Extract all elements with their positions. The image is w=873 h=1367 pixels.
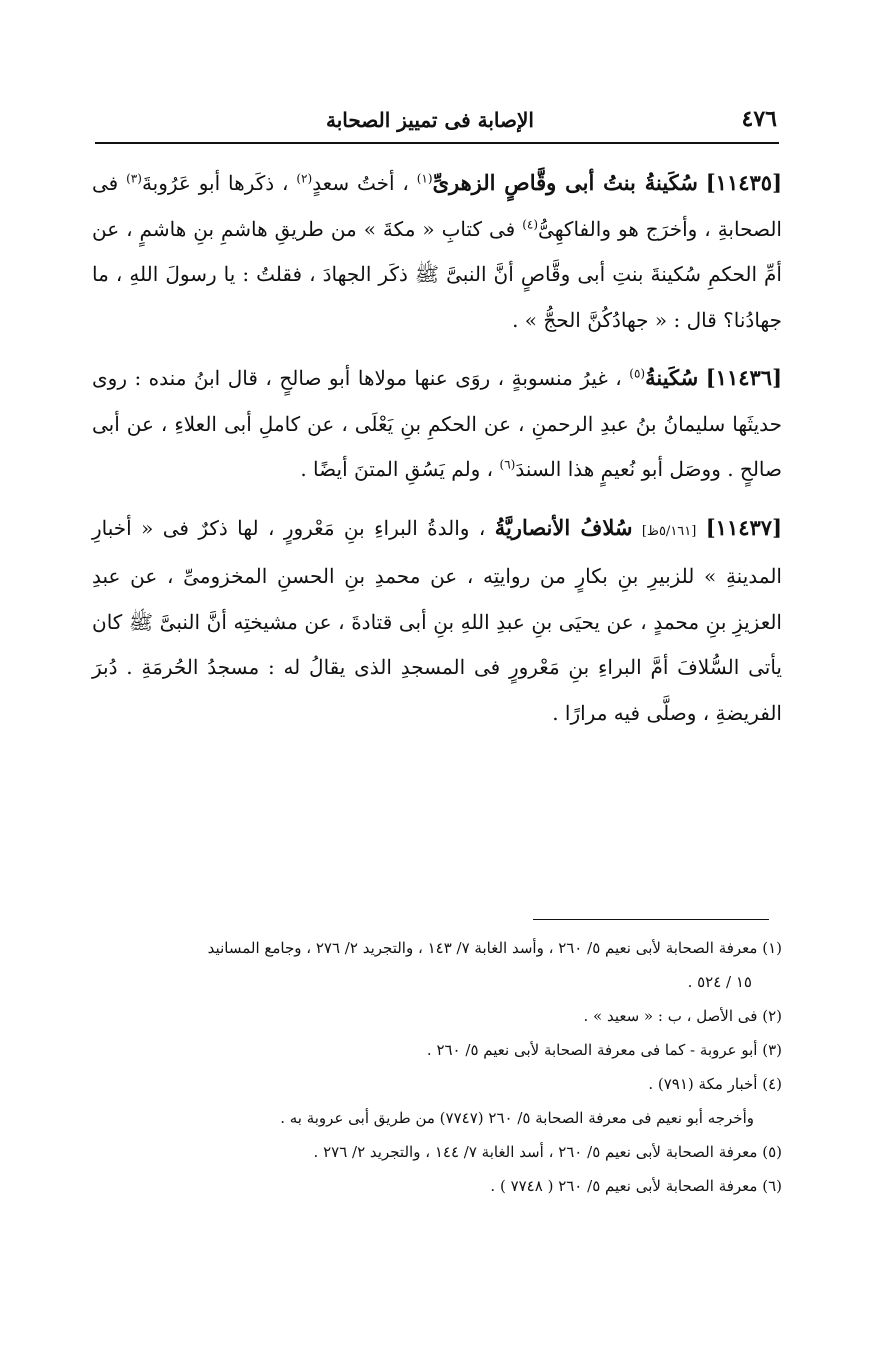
footnote-ref: (٥)	[629, 366, 646, 381]
entry-text: فى الصحابةِ ، وأخرَج هو والفاكهِىُّ	[92, 171, 782, 241]
footnote-ref: (١)	[416, 171, 433, 186]
footnote-rule	[533, 919, 769, 920]
entry-number: [١١٤٣٥]	[705, 170, 783, 195]
footnote: (٥) معرفة الصحابة لأبى نعيم ٥/ ٢٦٠ ، أسد الغابة ٧/ ١٤٤ ، والتجريد ٢/ ٢٧٦ .	[313, 1143, 782, 1161]
entry-name: سُكَينةُ بنتُ أبى وقَّاصٍ الزهرىِّ	[432, 170, 698, 195]
entry-text: ، والدةُ البراءِ بنِ مَعْرورٍ ، لها ذكرٌ فى « أخبارِ المدينةِ » للزبيرِ بنِ بكارٍ من روايتِه ، عن محمدِ بنِ الحسنِ المخزومىِّ ، عن عبدِ العزيزِ بنِ محمدٍ ، عن يحيَى بنِ عبدِ اللهِ بنِ أبى قتادةَ ، عن مشيختِه أنَّ النبىَّ ﷺ كان يأتى السُّلافَ أمَّ البراءِ بنِ مَعْرورٍ فى المسجدِ الذى يقالُ له : مسجدُ الحُرمَةِ . دُبرَ الفريضةِ ، وصلَّى فيه مرارًا .	[92, 515, 782, 725]
entry-11435	[92, 160, 782, 343]
entry-11436	[92, 355, 782, 493]
main-text	[92, 160, 782, 748]
entry-name: سُكَينةُ	[645, 365, 699, 390]
entry-text: ، أختُ سعدٍ	[312, 171, 409, 195]
folio-marker: [٥/١٦١ظ]	[641, 523, 697, 539]
footnote: (٦) معرفة الصحابة لأبى نعيم ٥/ ٢٦٠ ( ٧٧٤٨ ) .	[490, 1177, 782, 1195]
entry-number: [١١٤٣٦]	[705, 365, 783, 390]
footnotes	[90, 931, 782, 1203]
footnote-ref: (٤)	[522, 216, 539, 231]
footnote: (١) معرفة الصحابة لأبى نعيم ٥/ ٢٦٠ ، وأسد الغابة ٧/ ١٤٣ ، والتجريد ٢/ ٢٧٦ ، وجامع المسانيد	[207, 939, 782, 957]
footnote: (٤) أخبار مكة (٧٩١) .	[648, 1075, 782, 1093]
entry-text: ، ولم يَسُقِ المتنَ أيضًا .	[300, 457, 494, 481]
page-header	[96, 98, 777, 132]
entry-text: ، غيرُ منسوبةٍ ، روَى عنها مولاها أبو صالحٍ ، قال ابنُ منده : روى حديثَها سليمانُ بنُ عبدِ الرحمنِ ، عن الحكمِ بنِ يَعْلَى ، عن كاملِ أبى العلاءِ ، عن أبى صالحٍ . ووصَل أبو نُعيمٍ هذا السندَ	[92, 366, 782, 481]
entry-text: ، ذكَرها أبو عَرُوبةَ	[141, 171, 289, 195]
entry-name: سُلافُ الأنصاريَّةُ	[494, 514, 633, 540]
running-title: الإصابة فى تمييز الصحابة	[326, 108, 534, 132]
footnote-ref: (٣)	[126, 171, 142, 186]
footnote: (٢) فى الأصل ، ب : « سعيد » .	[583, 1007, 782, 1025]
header-rule	[95, 142, 779, 144]
entry-11437	[92, 505, 782, 737]
footnote-continuation: ١٥ / ٥٢٤ .	[687, 973, 752, 991]
footnote-ref: (٦)	[499, 457, 516, 472]
footnote: (٣) أبو عروبة - كما فى معرفة الصحابة لأبى نعيم ٥/ ٢٦٠ .	[426, 1041, 782, 1059]
page-number: ٤٧٦	[741, 106, 777, 132]
footnote-continuation: وأخرجه أبو نعيم فى معرفة الصحابة ٥/ ٢٦٠ (٧٧٤٧) من طريق أبى عروبة به .	[280, 1109, 754, 1127]
footnote-ref: (٢)	[296, 171, 313, 186]
entry-text: فى كتابِ « مكةَ » من طريقِ هاشمِ بنِ هاشمٍ ، عن أمِّ الحكمِ سُكينةَ بنتِ أبى وقَّاصٍ أنَّ النبىَّ ﷺ ذكَر الجهادَ ، فقلتُ : يا رسولَ اللهِ ، ما جهادُنا؟ قال : « جهادُكُنَّ الحجُّ » .	[92, 216, 782, 332]
entry-number: [١١٤٣٧]	[705, 514, 783, 540]
